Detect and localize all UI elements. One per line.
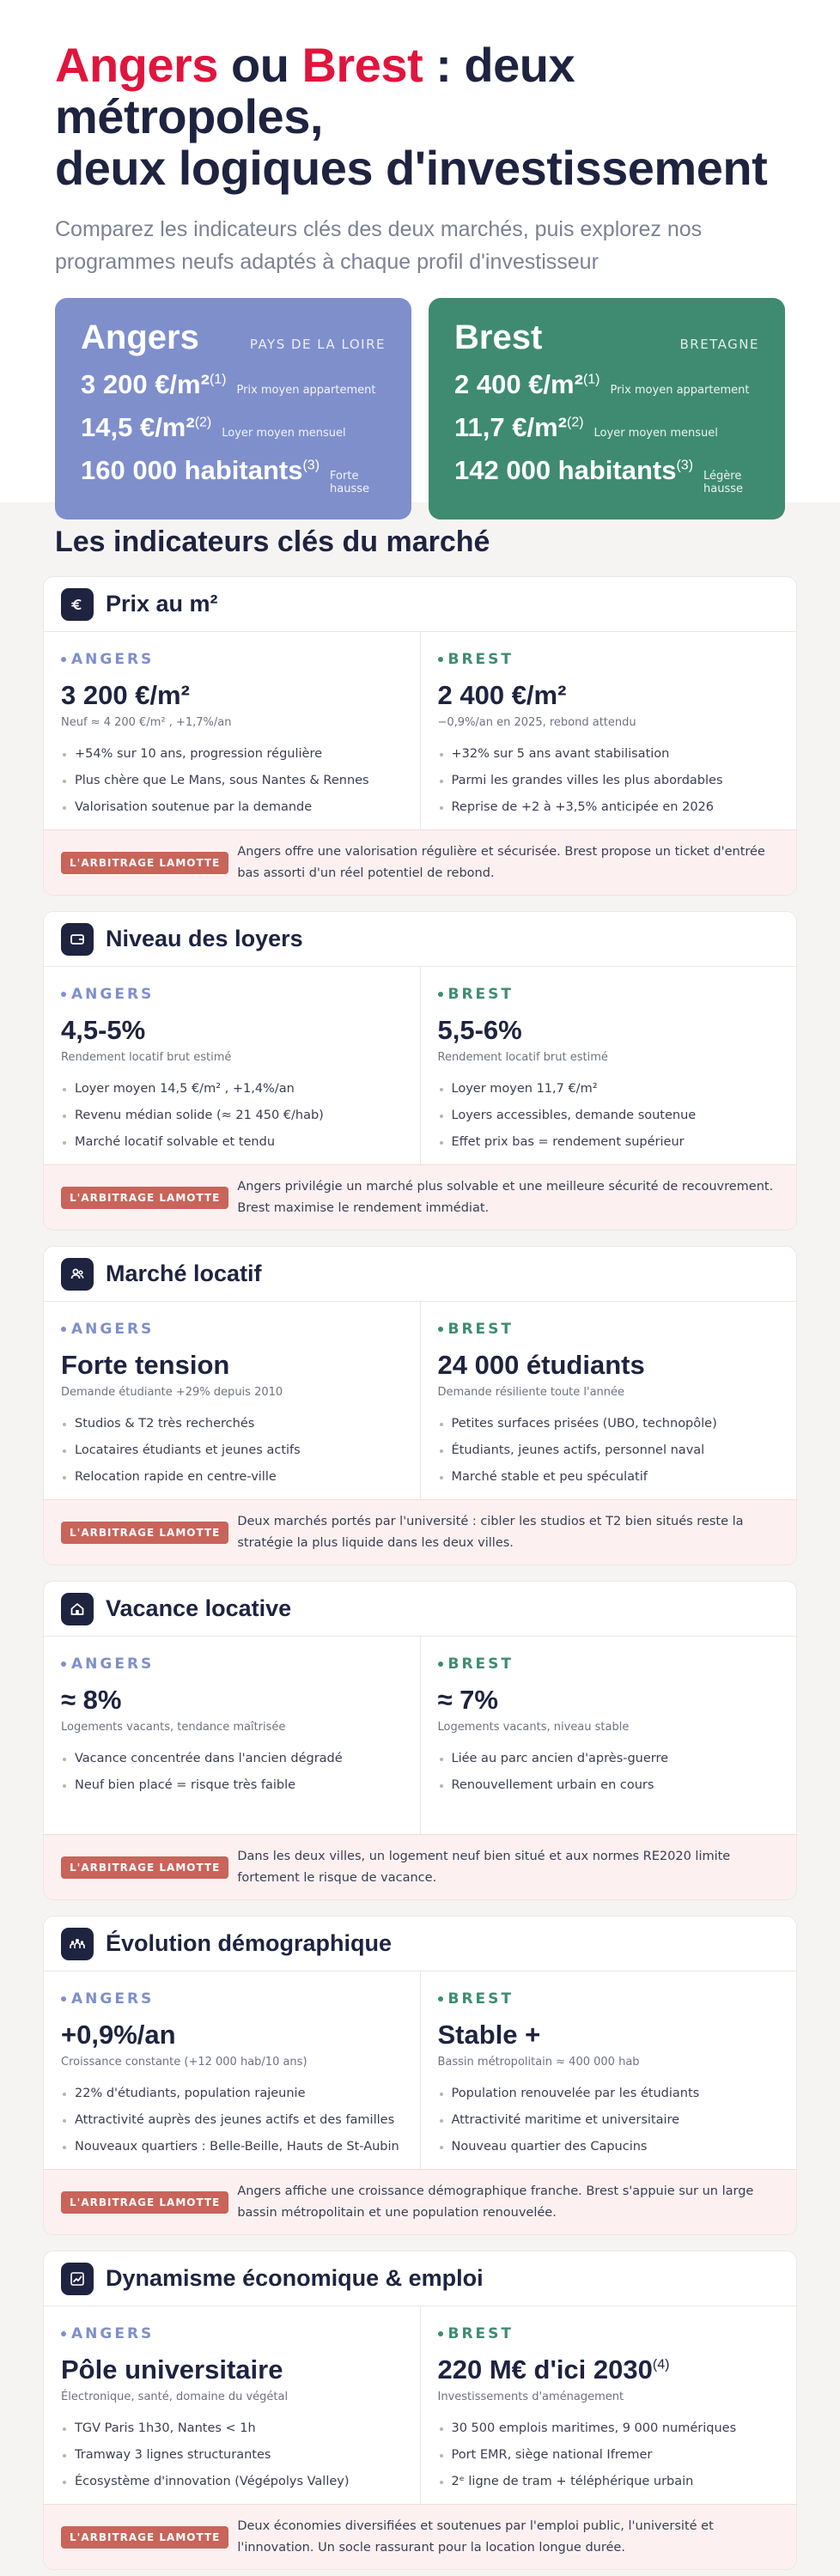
indicator-note: Logements vacants, tendance maîtrisée (61, 1721, 286, 1734)
comparison-columns (44, 1302, 796, 1499)
arbitrage-text: Deux économies diversifiées et soutenues par l'emploi public, l'université et l'innovation. Un socle rassurant pour la location longue durée. (237, 2518, 714, 2555)
city-dot-icon (438, 992, 443, 997)
stat-value: 160 000 habitants (81, 455, 303, 485)
city-tag (438, 651, 780, 668)
arbitrage-text: Angers privilégie un marché plus solvable et une meilleure sécurité de recouvrement. Brest maximise le rendement immédiat. (237, 1179, 774, 1215)
arbitrage-text: Dans les deux villes, un logement neuf bien situé et aux normes RE2020 limite fortement le risque de vacance. (237, 1849, 731, 1885)
city-stat (81, 455, 386, 495)
list-item: Attractivité auprès des jeunes actifs et des familles (61, 2107, 403, 2134)
city-tag (61, 1656, 403, 1673)
city-column-brest (420, 632, 797, 829)
block-header (44, 1247, 796, 1302)
indicators-section (0, 502, 840, 2576)
city-tag (438, 1321, 780, 1338)
arbitrage-row (44, 2169, 796, 2234)
list-item: Population renouvelée par les étudiants (438, 2081, 780, 2107)
list-item: Plus chère que Le Mans, sous Nantes & Rennes (61, 768, 403, 794)
indicator-points (61, 1746, 403, 1799)
city-column-angers (44, 1302, 420, 1499)
city-dot-icon (438, 1662, 443, 1667)
list-item: Neuf bien placé = risque très faible (61, 1772, 403, 1799)
indicator-value (61, 1015, 403, 1046)
indicator-points (61, 2415, 403, 2495)
city-tag-label: BREST (447, 1321, 514, 1338)
city-tag-label: BREST (447, 1656, 514, 1673)
comparison-columns (44, 967, 796, 1164)
indicator-value (438, 1015, 780, 1046)
city-column-brest (420, 1637, 797, 1834)
block-title: Marché locatif (106, 1261, 262, 1286)
city-dot-icon (61, 1996, 66, 2002)
list-item: Valorisation soutenue par la demande (61, 794, 403, 821)
city-tag-label: ANGERS (71, 986, 155, 1003)
list-item: Tramway 3 lignes structurantes (61, 2442, 403, 2469)
indicator-blocks (43, 576, 797, 2570)
stat-value: 3 200 €/m² (81, 369, 210, 399)
city-stat (81, 369, 386, 400)
footnote-ref: (3) (676, 458, 694, 473)
city-tag (438, 2325, 780, 2342)
list-item: Marché stable et peu spéculatif (438, 1464, 780, 1491)
city-stat (454, 369, 759, 400)
list-item: Marché locatif solvable et tendu (61, 1129, 403, 1156)
list-item: Locataires étudiants et jeunes actifs (61, 1437, 403, 1464)
block-title: Prix au m² (106, 591, 218, 617)
city-dot-icon (61, 657, 66, 662)
list-item: Parmi les grandes villes les plus abordables (438, 768, 780, 794)
arbitrage-badge: L'ARBITRAGE LAMOTTE (61, 2526, 228, 2549)
indicator-value-text: +0,9%/an (61, 2020, 176, 2050)
indicator-points (438, 1411, 780, 1491)
stat-value: 142 000 habitants (454, 455, 677, 485)
page-title (55, 39, 785, 194)
city-tag (438, 1990, 780, 2008)
title-line-1: : deux métropoles, (55, 38, 575, 143)
list-item: Attractivité maritime et universitaire (438, 2107, 780, 2134)
indicator-value-text: ≈ 7% (437, 1685, 498, 1715)
city-tag-label: ANGERS (71, 651, 155, 668)
indicator-value-text: 2 400 €/m² (437, 680, 567, 710)
list-item: Vacance concentrée dans l'ancien dégradé (61, 1746, 403, 1772)
city-tag-label: ANGERS (71, 1656, 155, 1673)
indicator-block (43, 2251, 797, 2570)
block-title: Niveau des loyers (106, 926, 303, 951)
list-item: Loyer moyen 11,7 €/m² (438, 1076, 780, 1103)
indicator-value-text: ≈ 8% (61, 1685, 122, 1715)
city-card-angers (55, 298, 411, 519)
house-icon (61, 1593, 94, 1625)
city-tag-label: ANGERS (71, 1321, 155, 1338)
page-subtitle: Comparez les indicateurs clés des deux marchés, puis explorez nos programmes neufs adaptés à chaque profil d'investisseur (55, 217, 703, 274)
arbitrage-badge: L'ARBITRAGE LAMOTTE (61, 852, 228, 874)
indicator-note: Investissements d'aménagement (437, 2391, 624, 2403)
city-column-brest (420, 2306, 797, 2504)
arbitrage-row (44, 2504, 796, 2569)
comparison-columns (44, 1637, 796, 1834)
list-item: Port EMR, siège national Ifremer (438, 2442, 780, 2469)
indicator-points (61, 1076, 403, 1156)
block-header (44, 577, 796, 632)
indicator-note: Demande résiliente toute l'année (437, 1386, 625, 1399)
city-tag (61, 986, 403, 1003)
indicator-points (61, 1411, 403, 1491)
indicator-points (438, 2415, 780, 2495)
indicator-note: −0,9%/an en 2025, rebond attendu (437, 716, 636, 729)
city-region: BRETAGNE (679, 337, 759, 352)
list-item: TGV Paris 1h30, Nantes < 1h (61, 2415, 403, 2442)
arbitrage-row (44, 1164, 796, 1230)
list-item: 22% d'étudiants, population rajeunie (61, 2081, 403, 2107)
stat-label: Prix moyen appartement (236, 384, 376, 397)
indicator-note: Logements vacants, niveau stable (437, 1721, 630, 1734)
city-region: PAYS DE LA LOIRE (249, 337, 386, 352)
stat-label: Prix moyen appartement (610, 384, 750, 397)
indicator-value-text: Forte tension (61, 1350, 230, 1380)
indicator-points (438, 741, 780, 821)
indicator-points (61, 741, 403, 821)
indicator-value-text: 24 000 étudiants (437, 1350, 645, 1380)
block-title: Évolution démographique (106, 1930, 393, 1956)
indicator-note: Électronique, santé, domaine du végétal (61, 2391, 289, 2403)
comparison-columns (44, 1971, 796, 2169)
footnote-ref: (1) (582, 372, 600, 387)
title-connector: ou (217, 38, 302, 92)
list-item: Loyers accessibles, demande soutenue (438, 1103, 780, 1129)
indicator-block (43, 911, 797, 1230)
block-header (44, 1582, 796, 1637)
city-tag-label: BREST (447, 986, 514, 1003)
city-column-brest (420, 1302, 797, 1499)
indicator-points (61, 2081, 403, 2160)
indicator-note: Rendement locatif brut estimé (61, 1051, 232, 1064)
block-title: Dynamisme économique & emploi (106, 2265, 484, 2291)
city-tag (438, 986, 780, 1003)
city-column-angers (44, 1637, 420, 1834)
city-dot-icon (61, 992, 66, 997)
list-item: Liée au parc ancien d'après-guerre (438, 1746, 780, 1772)
city-dot-icon (61, 1662, 66, 1667)
indicator-value (61, 1685, 403, 1716)
list-item: Revenu médian solide (≈ 21 450 €/hab) (61, 1103, 403, 1129)
stat-value: 11,7 €/m² (454, 412, 567, 442)
indicator-note: Bassin métropolitain ≈ 400 000 hab (437, 2056, 640, 2069)
stat-label: Loyer moyen mensuel (593, 427, 718, 440)
arbitrage-text: Angers offre une valorisation régulière et sécurisée. Brest propose un ticket d'entrée bas assorti d'un réel potentiel de rebond. (237, 844, 765, 880)
indicator-value-text: 220 M€ d'ici 2030 (437, 2354, 653, 2385)
section-title: Les indicateurs clés du marché (55, 526, 490, 558)
indicator-value (438, 680, 780, 711)
wallet-icon (61, 923, 94, 956)
footnote-ref: (4) (652, 2357, 670, 2372)
arbitrage-text: Deux marchés portés par l'université : cibler les studios et T2 bien situés reste la stratégie la plus liquide dans les deux villes. (237, 1514, 744, 1550)
city-dot-icon (438, 2331, 443, 2336)
list-item: Renouvellement urbain en cours (438, 1772, 780, 1799)
indicator-value-text: 3 200 €/m² (61, 680, 190, 710)
indicator-points (438, 2081, 780, 2160)
comparison-columns (44, 2306, 796, 2504)
arbitrage-row (44, 1834, 796, 1899)
list-item: Petites surfaces prisées (UBO, technopôle) (438, 1411, 780, 1437)
indicator-points (438, 1746, 780, 1799)
city-tag-label: BREST (447, 2325, 514, 2342)
indicator-value (438, 1350, 780, 1381)
stat-label: Loyer moyen mensuel (222, 427, 346, 440)
block-header (44, 1917, 796, 1971)
indicator-note: Demande étudiante +29% depuis 2010 (61, 1386, 283, 1399)
indicator-value (438, 1685, 780, 1716)
city-column-angers (44, 632, 420, 829)
population-icon (61, 1928, 94, 1960)
city-tag-label: BREST (447, 1990, 514, 2008)
city-dot-icon (61, 1327, 66, 1332)
footnote-ref: (2) (566, 415, 584, 430)
indicator-points (438, 1076, 780, 1156)
city-tag-label: BREST (447, 651, 514, 668)
city-tag (61, 2325, 403, 2342)
city-cards (55, 298, 785, 519)
stat-label: Forte hausse (330, 470, 370, 495)
list-item: Reprise de +2 à +3,5% anticipée en 2026 (438, 794, 780, 821)
stat-value: 2 400 €/m² (454, 369, 583, 399)
indicator-value (61, 2020, 403, 2050)
list-item: +32% sur 5 ans avant stabilisation (438, 741, 780, 768)
comparison-columns (44, 632, 796, 829)
title-line-2: deux logiques d'investissement (55, 141, 768, 195)
indicator-note: Neuf ≈ 4 200 €/m² , +1,7%/an (61, 716, 232, 729)
arbitrage-badge: L'ARBITRAGE LAMOTTE (61, 1522, 228, 1544)
stat-value: 14,5 €/m² (81, 412, 195, 442)
indicator-note: Croissance constante (+12 000 hab/10 ans) (61, 2056, 307, 2069)
city-name: Brest (454, 319, 543, 356)
indicator-value-text: Stable + (437, 2020, 541, 2050)
arbitrage-row (44, 1499, 796, 1564)
indicator-note: Rendement locatif brut estimé (437, 1051, 608, 1064)
city-column-brest (420, 967, 797, 1164)
arbitrage-badge: L'ARBITRAGE LAMOTTE (61, 1856, 228, 1879)
chart-icon (61, 2263, 94, 2295)
city-stat (454, 412, 759, 443)
city-dot-icon (438, 1996, 443, 2002)
indicator-value (61, 1350, 403, 1381)
stat-label: Légère hausse (703, 470, 744, 495)
city-tag (438, 1656, 780, 1673)
city-dot-icon (438, 657, 443, 662)
list-item: Loyer moyen 14,5 €/m² , +1,4%/an (61, 1076, 403, 1103)
city-column-angers (44, 2306, 420, 2504)
title-city-b: Brest (301, 38, 423, 92)
list-item: Étudiants, jeunes actifs, personnel naval (438, 1437, 780, 1464)
city-tag-label: ANGERS (71, 2325, 155, 2342)
footnote-ref: (2) (194, 415, 212, 430)
indicator-value (438, 2354, 780, 2385)
list-item: Relocation rapide en centre-ville (61, 1464, 403, 1491)
arbitrage-badge: L'ARBITRAGE LAMOTTE (61, 2191, 228, 2214)
people-icon (61, 1258, 94, 1291)
arbitrage-row (44, 829, 796, 895)
list-item: Écosystème d'innovation (Végépolys Valley) (61, 2469, 403, 2495)
indicator-block (43, 1916, 797, 2235)
city-tag (61, 1990, 403, 2008)
city-tag (61, 651, 403, 668)
arbitrage-badge: L'ARBITRAGE LAMOTTE (61, 1187, 228, 1209)
indicator-value-text: 5,5-6% (437, 1015, 522, 1045)
block-title: Vacance locative (106, 1595, 292, 1621)
city-name: Angers (81, 319, 199, 356)
list-item: 30 500 emplois maritimes, 9 000 numériques (438, 2415, 780, 2442)
arbitrage-text: Angers affiche une croissance démographique franche. Brest s'appuie sur un large bassin métropolitain et une population renouvelée. (237, 2184, 754, 2220)
indicator-value-text: 4,5-5% (61, 1015, 146, 1045)
euro-icon (61, 588, 94, 621)
indicator-value (438, 2020, 780, 2050)
indicator-value (61, 680, 403, 711)
city-stat (454, 455, 759, 495)
city-dot-icon (61, 2331, 66, 2336)
list-item: +54% sur 10 ans, progression régulière (61, 741, 403, 768)
list-item: 2ᵉ ligne de tram + téléphérique urbain (438, 2469, 780, 2495)
list-item: Studios & T2 très recherchés (61, 1411, 403, 1437)
city-column-brest (420, 1971, 797, 2169)
footnote-ref: (3) (302, 458, 320, 473)
hero (0, 0, 840, 502)
city-dot-icon (438, 1327, 443, 1332)
city-column-angers (44, 1971, 420, 2169)
city-tag-label: ANGERS (71, 1990, 155, 2008)
indicator-block (43, 1246, 797, 1565)
city-column-angers (44, 967, 420, 1164)
indicator-block (43, 576, 797, 896)
list-item: Nouveau quartier des Capucins (438, 2134, 780, 2160)
title-city-a: Angers (55, 38, 218, 92)
city-tag (61, 1321, 403, 1338)
block-header (44, 912, 796, 967)
indicator-value (61, 2354, 403, 2385)
indicator-block (43, 1581, 797, 1900)
list-item: Effet prix bas = rendement supérieur (438, 1129, 780, 1156)
list-item: Nouveaux quartiers : Belle-Beille, Hauts de St-Aubin (61, 2134, 403, 2160)
city-stat (81, 412, 386, 443)
city-card-brest (429, 298, 785, 519)
indicator-value-text: Pôle universitaire (61, 2354, 283, 2385)
footnote-ref: (1) (209, 372, 227, 387)
block-header (44, 2251, 796, 2306)
